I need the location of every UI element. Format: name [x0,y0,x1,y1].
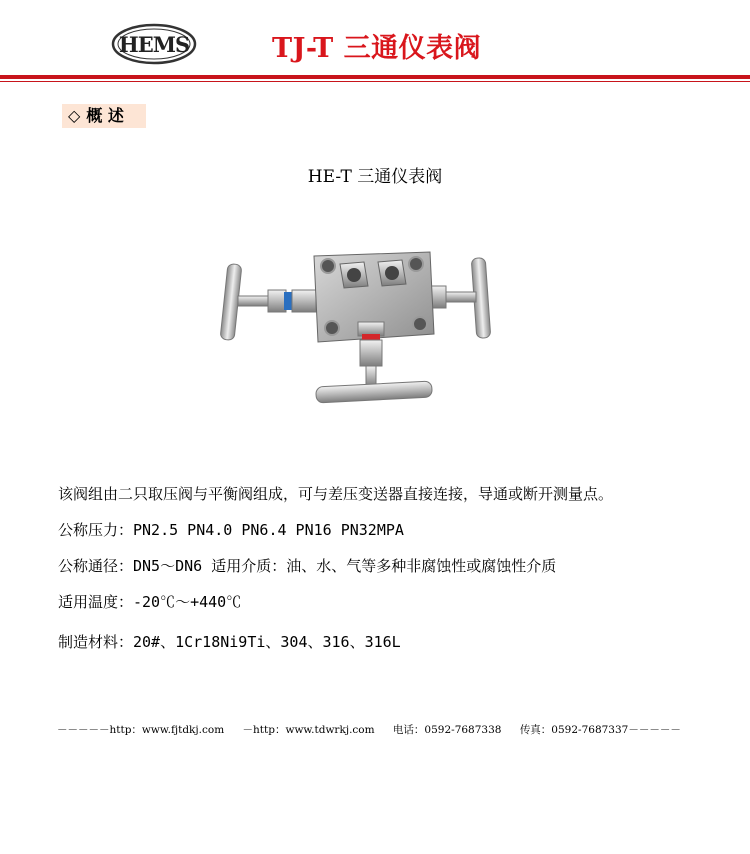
footer-website-2[interactable]: －http：www.tdwrkj.com [242,724,375,736]
header-rule-thin [0,81,750,82]
valve-description: 该阀组由二只取压阀与平衡阀组成，可与差压变送器直接连接，导通或断开测量点。 [58,485,614,503]
logo-text: HEMS [118,32,190,57]
hems-logo [110,22,198,66]
header-rule [0,75,750,79]
footer-website-1[interactable]: －－－－－http：www.fjtdkj.com [57,724,225,736]
page-footer [57,722,695,737]
section-label: 概 述 [86,106,124,125]
spec-bore-medium: 公称通径：DN5～DN6 适用介质：油、水、气等多种非腐蚀性或腐蚀性介质 [58,557,557,575]
valve-photo [212,246,542,426]
spec-pressure: 公称压力：PN2.5 PN4.0 PN6.4 PN16 PN32MPA [58,521,404,539]
diamond-icon: ◇ [68,106,81,125]
footer-phone: 电话：0592-7687338 [392,724,502,736]
page-title: TJ-T 三通仪表阀 [272,33,482,64]
product-subtitle: HE-T 三通仪表阀 [307,167,443,187]
footer-fax: 传真：0592-7687337－－－－－ [519,724,681,736]
spec-temperature: 适用温度：-20℃～+440℃ [58,593,242,611]
spec-material: 制造材料：20#、1Cr18Ni9Ti、304、316、316L [58,633,401,651]
section-heading [62,104,146,128]
